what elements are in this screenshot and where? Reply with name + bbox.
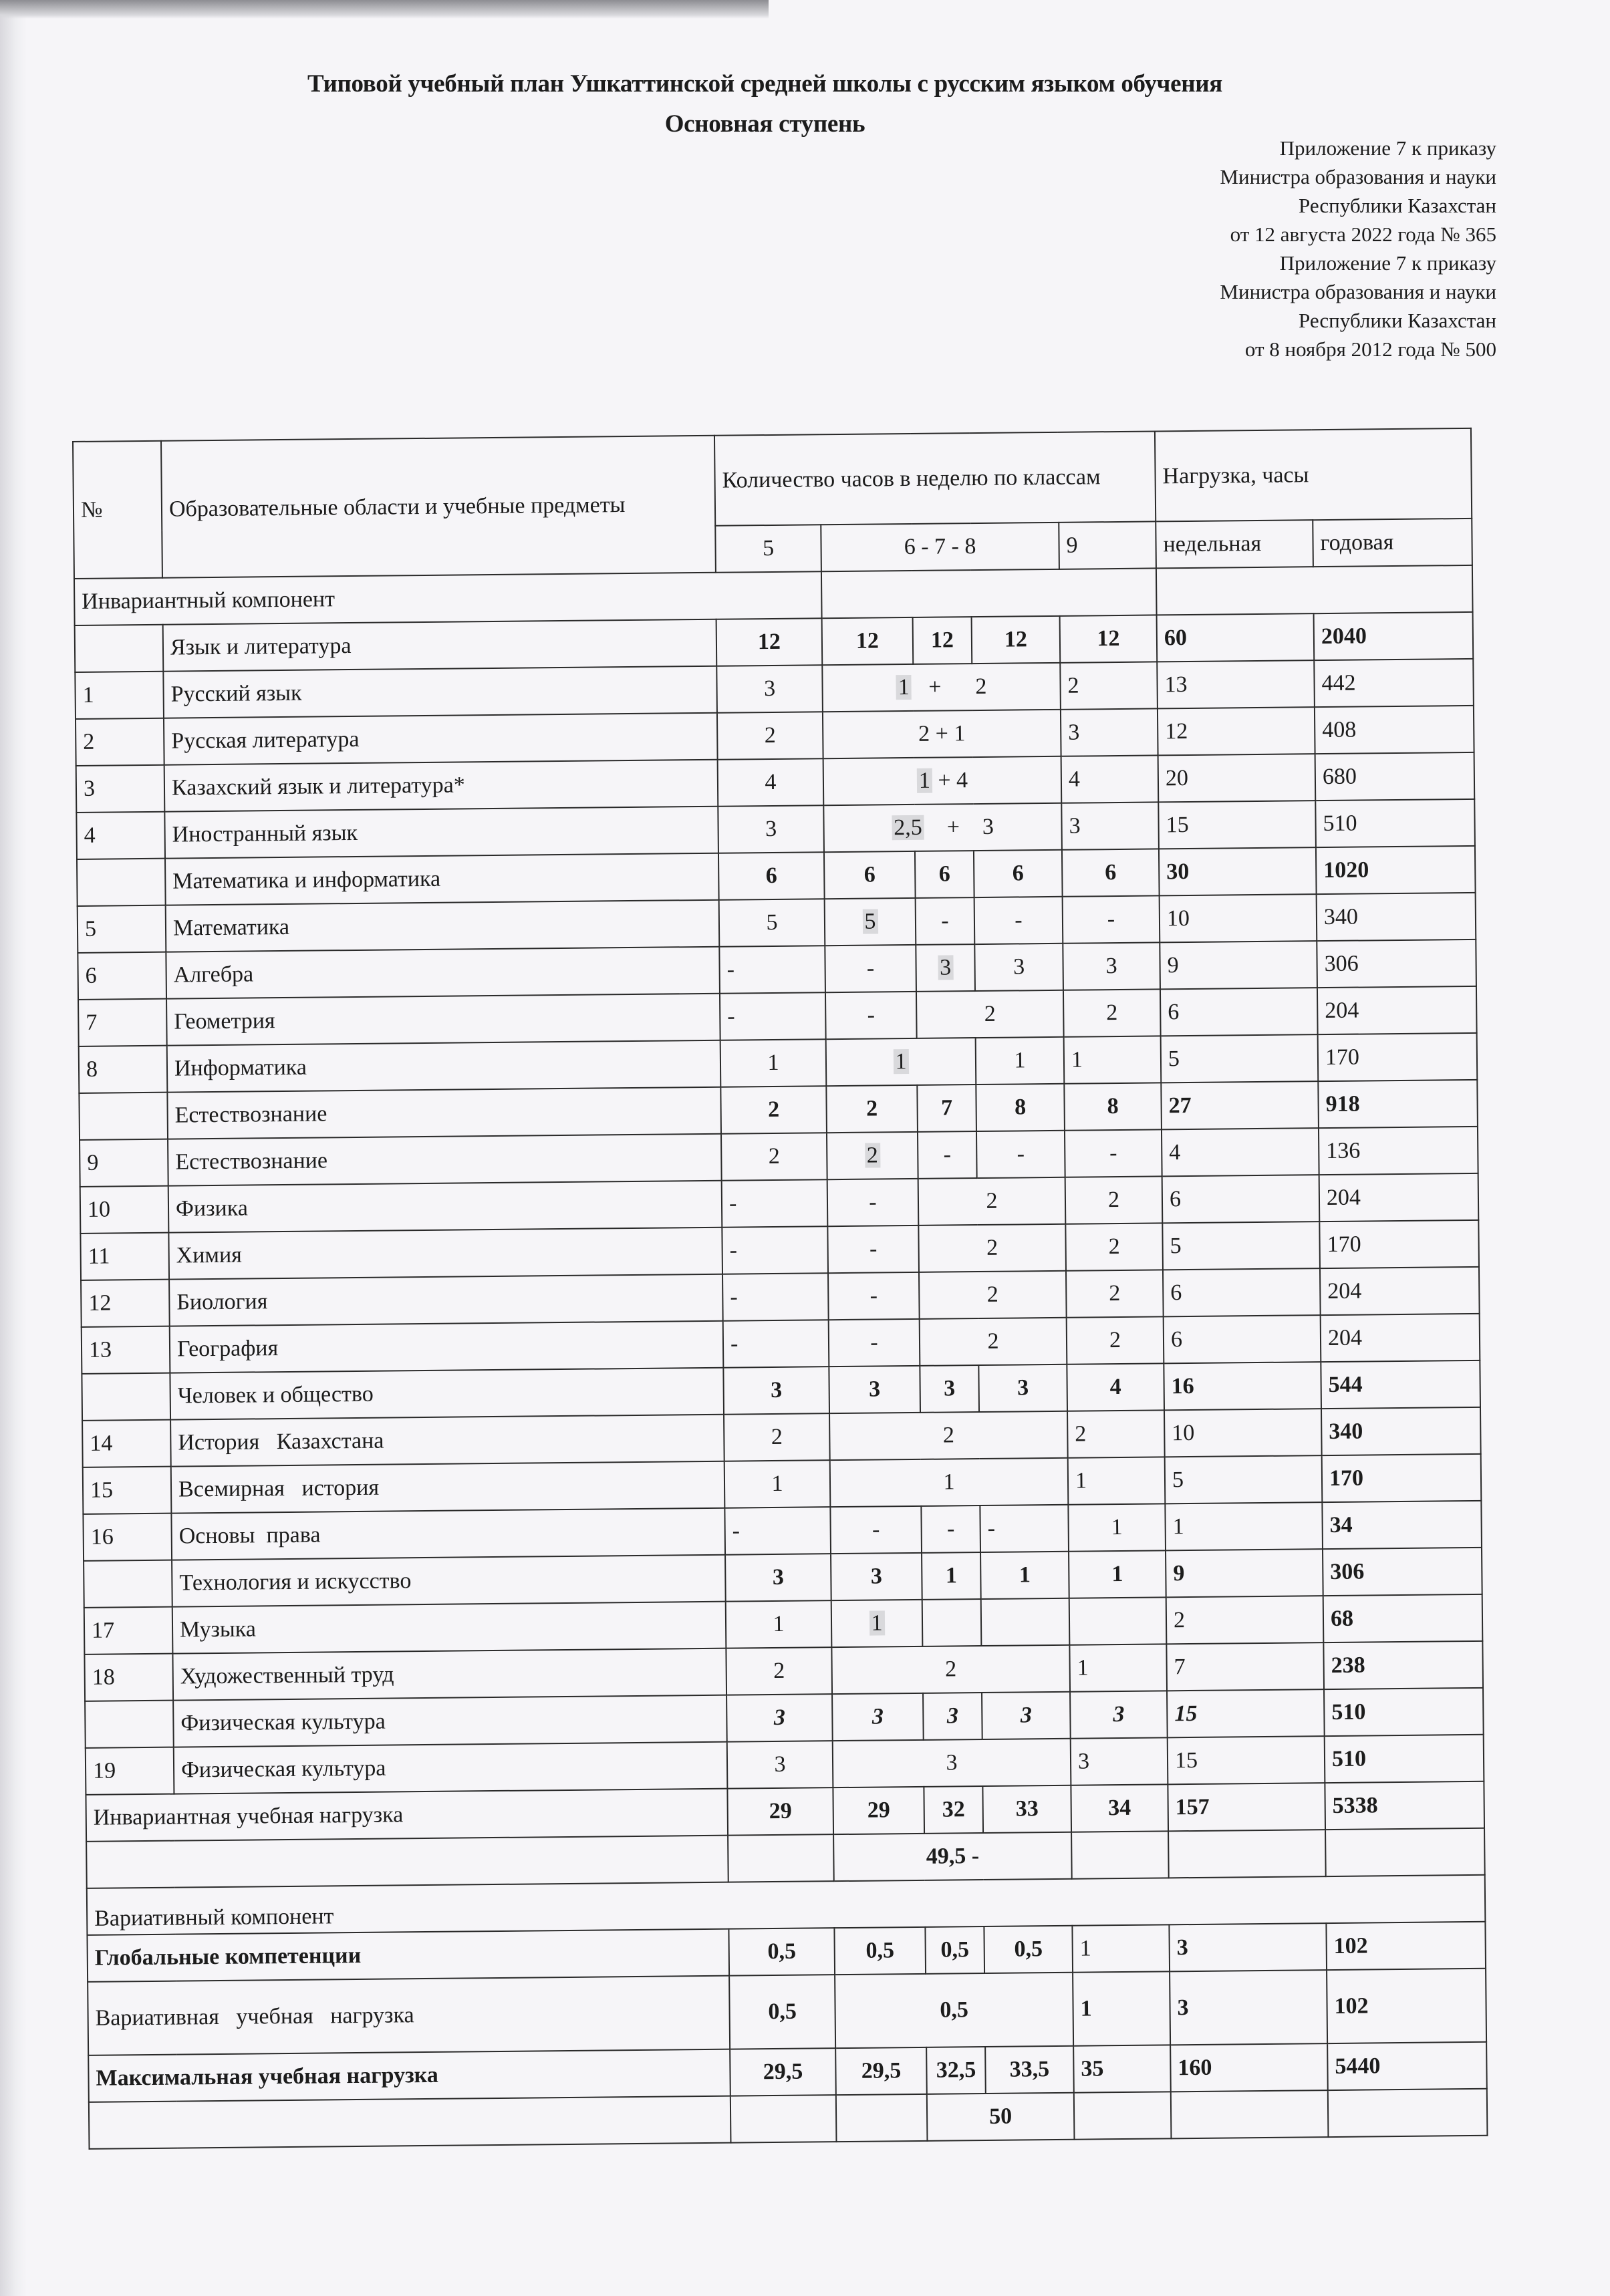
cell-class-9: 2 <box>1066 1270 1164 1317</box>
section-label: Вариативный компонент <box>87 1875 1486 1935</box>
cell-class-5: 2 <box>721 1133 827 1181</box>
cell-class-8: - <box>974 897 1063 944</box>
cell-class-7: - <box>916 897 975 945</box>
cell-yearly: 408 <box>1315 706 1474 754</box>
cell-weekly: 9 <box>1160 941 1317 989</box>
cell-class-7: 32 <box>924 1786 983 1834</box>
cell-yearly: 170 <box>1319 1220 1479 1268</box>
cell-num: 19 <box>86 1747 174 1795</box>
subject-name: Музыка <box>172 1602 726 1654</box>
header-num: № <box>73 441 162 579</box>
cell-weekly: 6 <box>1164 1315 1321 1363</box>
cell-class-6: 3 <box>829 1366 920 1413</box>
cell-yearly: 510 <box>1315 799 1475 847</box>
cell-class-9: 6 <box>1062 849 1160 896</box>
cell-class-9: 1 <box>1069 1644 1167 1691</box>
subject-name: Биология <box>169 1274 723 1326</box>
cell-class-9: 2 <box>1065 1223 1163 1270</box>
cell-yearly: 102 <box>1327 1969 1486 2043</box>
cell-class-8: 3 <box>974 944 1063 991</box>
total-label: Инвариантная учебная нагрузка <box>86 1789 728 1842</box>
cell-yearly: 544 <box>1321 1360 1480 1409</box>
cell-class-7-8: 2 <box>918 1224 1066 1272</box>
cell-class-9: 34 <box>1071 1784 1168 1832</box>
cell-yearly: 918 <box>1318 1080 1478 1128</box>
document-title: Типовой учебный план Ушкаттинской средней школы с русским языком обучения <box>307 70 1222 98</box>
subject-name: Алгебра <box>166 947 720 999</box>
cell-weekly: 2 <box>1166 1596 1324 1644</box>
subject-name: Физическая культура <box>174 1742 728 1794</box>
cell-class-7: 7 <box>917 1085 976 1132</box>
appendix-line: Министра образования и науки <box>1220 165 1496 188</box>
cell-class-5: 29 <box>727 1787 833 1836</box>
cell-weekly: 60 <box>1157 613 1315 662</box>
subject-name: История Казахстана <box>170 1415 724 1467</box>
cell-class-5: - <box>719 946 825 994</box>
cell-weekly: 5 <box>1161 1034 1319 1083</box>
cell-class-9: 12 <box>1060 615 1158 662</box>
subject-name: Иностранный язык <box>164 807 718 859</box>
cell-class-7 <box>916 944 975 992</box>
subject-name: Глобальные компетенции <box>87 1929 729 1982</box>
total-label: Максимальная учебная нагрузка <box>88 2049 730 2102</box>
cell-class-8: 12 <box>972 616 1061 664</box>
cell-class-6-7-8: 2 <box>829 1411 1068 1460</box>
cell-yearly: 2040 <box>1314 612 1474 660</box>
cell-weekly: 5 <box>1165 1455 1323 1503</box>
cell-yearly: 170 <box>1322 1454 1482 1502</box>
cell-yearly: 170 <box>1318 1033 1478 1081</box>
cell-class-6 <box>825 898 916 946</box>
page-top-shadow <box>0 0 769 19</box>
cell-class-5: 3 <box>723 1367 829 1415</box>
subject-name: Всемирная история <box>171 1461 725 1514</box>
cell-yearly: 136 <box>1319 1127 1478 1175</box>
cell-class-6-7-8 <box>822 663 1061 712</box>
value: 2 <box>975 674 987 700</box>
cell-class-7: 12 <box>913 617 972 664</box>
appendix-line: Республики Казахстан <box>1299 309 1496 332</box>
cell-class-7: 3 <box>923 1693 982 1740</box>
cell-class-6: - <box>828 1272 920 1320</box>
cell-class-9: 4 <box>1061 755 1159 803</box>
area-name: Естествознание <box>167 1087 721 1139</box>
header-hours-per-week: Количество часов в неделю по классам <box>714 431 1156 525</box>
cell-class-6: - <box>830 1506 922 1554</box>
cell-class-9: 8 <box>1064 1083 1162 1130</box>
subject-name: Естествознание <box>168 1134 722 1186</box>
cell-class-9: 3 <box>1070 1691 1168 1738</box>
cell-class-9: 2 <box>1063 989 1161 1036</box>
cell-class-5: 4 <box>718 758 824 807</box>
area-name: Физическая культура <box>173 1695 727 1747</box>
cell-class-7: - <box>921 1505 980 1553</box>
cell-class-9: 35 <box>1073 2045 1171 2092</box>
cell-class-6: - <box>827 1226 919 1273</box>
cell-class-5: 3 <box>725 1554 831 1602</box>
cell-yearly: 510 <box>1324 1688 1484 1736</box>
appendix-line: Приложение 7 к приказу <box>1279 251 1496 275</box>
cell-class-6: 3 <box>832 1693 924 1741</box>
document-subtitle: Основная ступень <box>664 110 865 138</box>
subject-name: Русская литература <box>164 713 718 765</box>
cell-weekly: 1 <box>1165 1502 1323 1550</box>
cell-yearly: 34 <box>1322 1501 1482 1549</box>
cell-num: 17 <box>84 1607 173 1655</box>
cell-class-5: - <box>722 1226 828 1274</box>
highlighted-value: 2,5 <box>892 815 924 840</box>
appendix-line: Республики Казахстан <box>1299 194 1496 217</box>
cell-num: 16 <box>83 1514 172 1561</box>
cell-class-5: 1 <box>726 1600 832 1648</box>
cell-yearly: 102 <box>1326 1922 1486 1970</box>
cell-class-8: 1 <box>980 1552 1069 1599</box>
cell-class-6-7 <box>826 1038 976 1086</box>
cell-class-5: 0,5 <box>729 1975 835 2049</box>
cell-class-6-7-8 <box>823 803 1062 852</box>
cell-num: 8 <box>79 1046 168 1093</box>
cell-yearly: 442 <box>1314 659 1474 707</box>
cell-class-9: 1 <box>1068 1503 1166 1551</box>
total-label: Вариативная учебная нагрузка <box>88 1976 730 2055</box>
value: + 3 <box>924 814 994 840</box>
cell-class-9: 1 <box>1064 1036 1162 1083</box>
cell-class-9: 3 <box>1063 942 1160 990</box>
highlighted-value: 1 <box>893 1049 908 1074</box>
area-name: Человек и общество <box>170 1368 724 1420</box>
cell-class-5: - <box>723 1320 829 1368</box>
header-load: Нагрузка, часы <box>1155 428 1472 522</box>
cell-class-7: 1 <box>922 1552 981 1600</box>
cell-yearly: 204 <box>1317 986 1477 1034</box>
header-class-9: 9 <box>1059 521 1156 569</box>
cell-class-5: - <box>724 1507 831 1555</box>
cell-num: 3 <box>76 765 165 813</box>
cell-weekly: 6 <box>1162 1175 1320 1223</box>
cell-class-6-7-8 <box>823 756 1062 805</box>
cell-class-7 <box>922 1599 982 1646</box>
area-name: Язык и литература <box>163 619 717 672</box>
cell-class-6: 29 <box>833 1787 924 1834</box>
cell-weekly: 15 <box>1168 1736 1325 1784</box>
cell-class-9: 2 <box>1067 1316 1164 1364</box>
cell-class-6 <box>831 1600 923 1647</box>
cell-class-7: 32,5 <box>926 2047 986 2094</box>
cell-class-9: 1 <box>1069 1550 1166 1598</box>
cell-yearly: 340 <box>1317 893 1476 941</box>
header-weekly: недельная <box>1156 520 1313 568</box>
cell-class-9: - <box>1063 895 1160 943</box>
cell-class-5: 3 <box>716 665 823 713</box>
cell-class-6-7-8: 0,5 <box>835 1973 1073 2048</box>
curriculum-table <box>72 428 1488 2150</box>
cell-num: 7 <box>78 999 167 1046</box>
cell-class-5: 2 <box>720 1086 827 1134</box>
cell-weekly: 3 <box>1169 1923 1327 1971</box>
cell-class-8: 1 <box>976 1037 1065 1085</box>
appendix-line: Приложение 7 к приказу <box>1279 136 1496 160</box>
cell-class-9: 2 <box>1060 662 1158 709</box>
cell-weekly: 15 <box>1158 801 1316 849</box>
cell-class-5: 0,5 <box>728 1928 835 1976</box>
cell-class-7: 6 <box>915 851 974 898</box>
cell-num: 14 <box>82 1420 171 1467</box>
cell-class-5: 2 <box>717 712 823 760</box>
cell-yearly: 1020 <box>1316 846 1476 894</box>
cell-class-5: - <box>722 1273 829 1321</box>
cell-weekly: 157 <box>1168 1783 1325 1831</box>
subject-name: Математика <box>166 900 720 952</box>
cell-yearly: 204 <box>1321 1314 1480 1362</box>
cell-class-8: 6 <box>974 850 1063 897</box>
cell-class-6: - <box>829 1319 920 1367</box>
cell-class-5: 2 <box>724 1413 830 1461</box>
cell-yearly: 238 <box>1323 1641 1483 1689</box>
cell-class-6: 3 <box>831 1553 922 1600</box>
highlighted-value: 1 <box>896 675 912 700</box>
cell-num: 15 <box>83 1467 172 1514</box>
subject-name: Информатика <box>167 1040 721 1093</box>
cell-yearly: 204 <box>1320 1267 1480 1315</box>
section-label: Инвариантный компонент <box>74 571 822 625</box>
header-subjects: Образовательные области и учебные предметы <box>161 436 716 578</box>
total-row-variative <box>88 1969 1486 2055</box>
cell-class-9: 2 <box>1067 1410 1165 1457</box>
cell-class-5: 3 <box>727 1741 833 1789</box>
cell-class-6: 29,5 <box>835 2047 927 2095</box>
header-class-5: 5 <box>715 525 821 573</box>
cell-class-9: 1 <box>1068 1457 1166 1504</box>
cell-yearly: 5440 <box>1327 2042 1487 2090</box>
cell-class-5: 29,5 <box>730 2048 836 2096</box>
appendix-line: от 8 ноября 2012 года № 500 <box>1244 337 1496 361</box>
cell-num: 12 <box>81 1280 170 1327</box>
cell-class-7-8: 2 <box>916 990 1064 1038</box>
appendix-line: от 12 августа 2022 года № 365 <box>1230 223 1496 246</box>
cell-num: 5 <box>78 905 166 953</box>
cell-class-9: 3 <box>1061 802 1159 849</box>
cell-class-6 <box>827 1132 918 1179</box>
cell-class-5: - <box>722 1179 828 1228</box>
cell-class-6-7-8: 1 <box>830 1458 1069 1507</box>
cell-yearly: 5338 <box>1325 1781 1484 1830</box>
subject-name: Художественный труд <box>172 1648 726 1701</box>
cell-class-6: 6 <box>824 851 916 899</box>
cell-weekly: 4 <box>1162 1128 1319 1176</box>
value: + 4 <box>932 768 968 793</box>
cell-weekly: 16 <box>1164 1362 1321 1410</box>
cell-class-6: 0,5 <box>834 1927 926 1975</box>
cell-weekly: 160 <box>1170 2043 1328 2092</box>
cell-weekly: 3 <box>1170 1970 1327 2045</box>
highlighted-value: 1 <box>917 768 932 793</box>
cell-class-5: 3 <box>718 805 824 853</box>
cell-weekly: 30 <box>1159 847 1317 895</box>
cell-class-6: 2 <box>826 1085 918 1133</box>
highlighted-value: 2 <box>865 1143 880 1167</box>
cell-weekly: 6 <box>1163 1268 1321 1316</box>
cell-class-8: 0,5 <box>984 1926 1073 1973</box>
cell-class-7-8: 50 <box>927 2093 1075 2141</box>
cell-class-8: 3 <box>982 1692 1071 1739</box>
cell-class-7: - <box>918 1131 977 1179</box>
subject-name: Физика <box>168 1181 722 1233</box>
cell-weekly: 15 <box>1167 1689 1325 1737</box>
highlighted-value: 1 <box>869 1610 884 1635</box>
area-name: Математика и информатика <box>165 853 719 905</box>
operator: + <box>911 674 976 700</box>
cell-num: 4 <box>76 812 165 859</box>
cell-class-9: - <box>1065 1129 1162 1177</box>
header-yearly: годовая <box>1313 519 1472 567</box>
cell-yearly: 306 <box>1317 940 1476 988</box>
page-edge-shadow <box>0 0 27 2296</box>
cell-class-5: 2 <box>726 1647 832 1695</box>
cell-weekly: 20 <box>1158 754 1316 802</box>
cell-class-5: 6 <box>718 852 825 900</box>
highlighted-value: 5 <box>862 909 878 934</box>
cell-weekly: 6 <box>1160 988 1318 1036</box>
subject-name: Химия <box>168 1228 722 1280</box>
cell-class-7: 3 <box>920 1365 979 1413</box>
cell-class-5: 1 <box>724 1460 831 1508</box>
cell-class-7-8: 2 <box>920 1318 1067 1366</box>
cell-class-5: 1 <box>720 1039 827 1087</box>
cell-num: 2 <box>76 718 164 766</box>
cell-weekly: 7 <box>1166 1642 1324 1691</box>
cell-num: 9 <box>80 1139 168 1187</box>
cell-weekly: 5 <box>1162 1222 1320 1270</box>
subject-name: Основы права <box>171 1508 725 1560</box>
cell-num: 11 <box>80 1233 169 1280</box>
cell-weekly: 12 <box>1158 707 1315 755</box>
cell-class-5: - <box>720 992 826 1040</box>
cell-class-6: - <box>825 992 917 1039</box>
cell-num: 18 <box>84 1654 173 1701</box>
cell-class-7-8: 2 <box>919 1271 1067 1319</box>
cell-class-7-8: 2 <box>918 1177 1066 1226</box>
cell-weekly: 13 <box>1157 660 1315 708</box>
cell-class-6-7-8: 3 <box>833 1739 1071 1787</box>
cell-class-6: 12 <box>822 617 914 665</box>
cell-class-5: 5 <box>719 899 825 947</box>
subject-name: Казахский язык и литература* <box>164 760 718 812</box>
cell-yearly: 204 <box>1319 1173 1479 1222</box>
cell-yearly: 68 <box>1323 1594 1483 1642</box>
subject-name: География <box>170 1321 724 1373</box>
cell-class-9: 1 <box>1072 1924 1170 1972</box>
cell-class-8: - <box>976 1131 1065 1178</box>
subject-name: Геометрия <box>166 994 720 1046</box>
cell-yearly: 510 <box>1325 1735 1484 1783</box>
cell-class-8 <box>981 1598 1070 1646</box>
subject-name: Русский язык <box>163 666 717 718</box>
cell-num: 6 <box>78 952 166 1000</box>
cell-yearly: 340 <box>1321 1407 1481 1455</box>
cell-class-9: 3 <box>1071 1737 1168 1785</box>
header-row <box>73 428 1472 532</box>
cell-class-6: - <box>825 945 916 992</box>
cell-num: 10 <box>80 1186 169 1234</box>
cell-yearly: 306 <box>1323 1548 1482 1596</box>
cell-class-8: - <box>980 1505 1069 1552</box>
cell-class-6-7-8: 2 + 1 <box>823 710 1061 758</box>
highlighted-value: 3 <box>938 955 953 980</box>
cell-class-6-7-8: 49,5 - <box>833 1832 1072 1881</box>
area-name: Технология и искусство <box>172 1555 726 1607</box>
cell-class-8: 3 <box>978 1365 1067 1412</box>
cell-num: 13 <box>82 1326 170 1374</box>
cell-class-8: 33,5 <box>985 2046 1074 2094</box>
cell-class-8: 8 <box>976 1084 1065 1131</box>
cell-class-6-7-8: 2 <box>831 1645 1070 1694</box>
cell-class-7: 0,5 <box>925 1926 984 1974</box>
cell-class-5: 3 <box>726 1694 833 1742</box>
cell-weekly: 10 <box>1160 894 1317 942</box>
appendix-line: Министра образования и науки <box>1220 280 1496 303</box>
cell-class-9 <box>1069 1597 1167 1644</box>
cell-weekly: 10 <box>1164 1409 1322 1457</box>
cell-class-9: 3 <box>1061 708 1158 756</box>
header-class-6-7-8: 6 - 7 - 8 <box>821 523 1059 571</box>
cell-num: 1 <box>75 672 164 719</box>
cell-class-8: 33 <box>982 1785 1071 1833</box>
cell-yearly: 680 <box>1315 752 1475 801</box>
cell-weekly: 27 <box>1161 1081 1319 1129</box>
cell-class-9: 2 <box>1065 1176 1163 1224</box>
cell-weekly: 9 <box>1166 1549 1323 1597</box>
cell-class-6: - <box>827 1179 919 1226</box>
cell-class-9: 1 <box>1073 1971 1170 2045</box>
appendix-reference <box>1220 134 1496 364</box>
cell-class-9: 4 <box>1067 1363 1164 1411</box>
cell-class-5: 12 <box>716 618 823 666</box>
